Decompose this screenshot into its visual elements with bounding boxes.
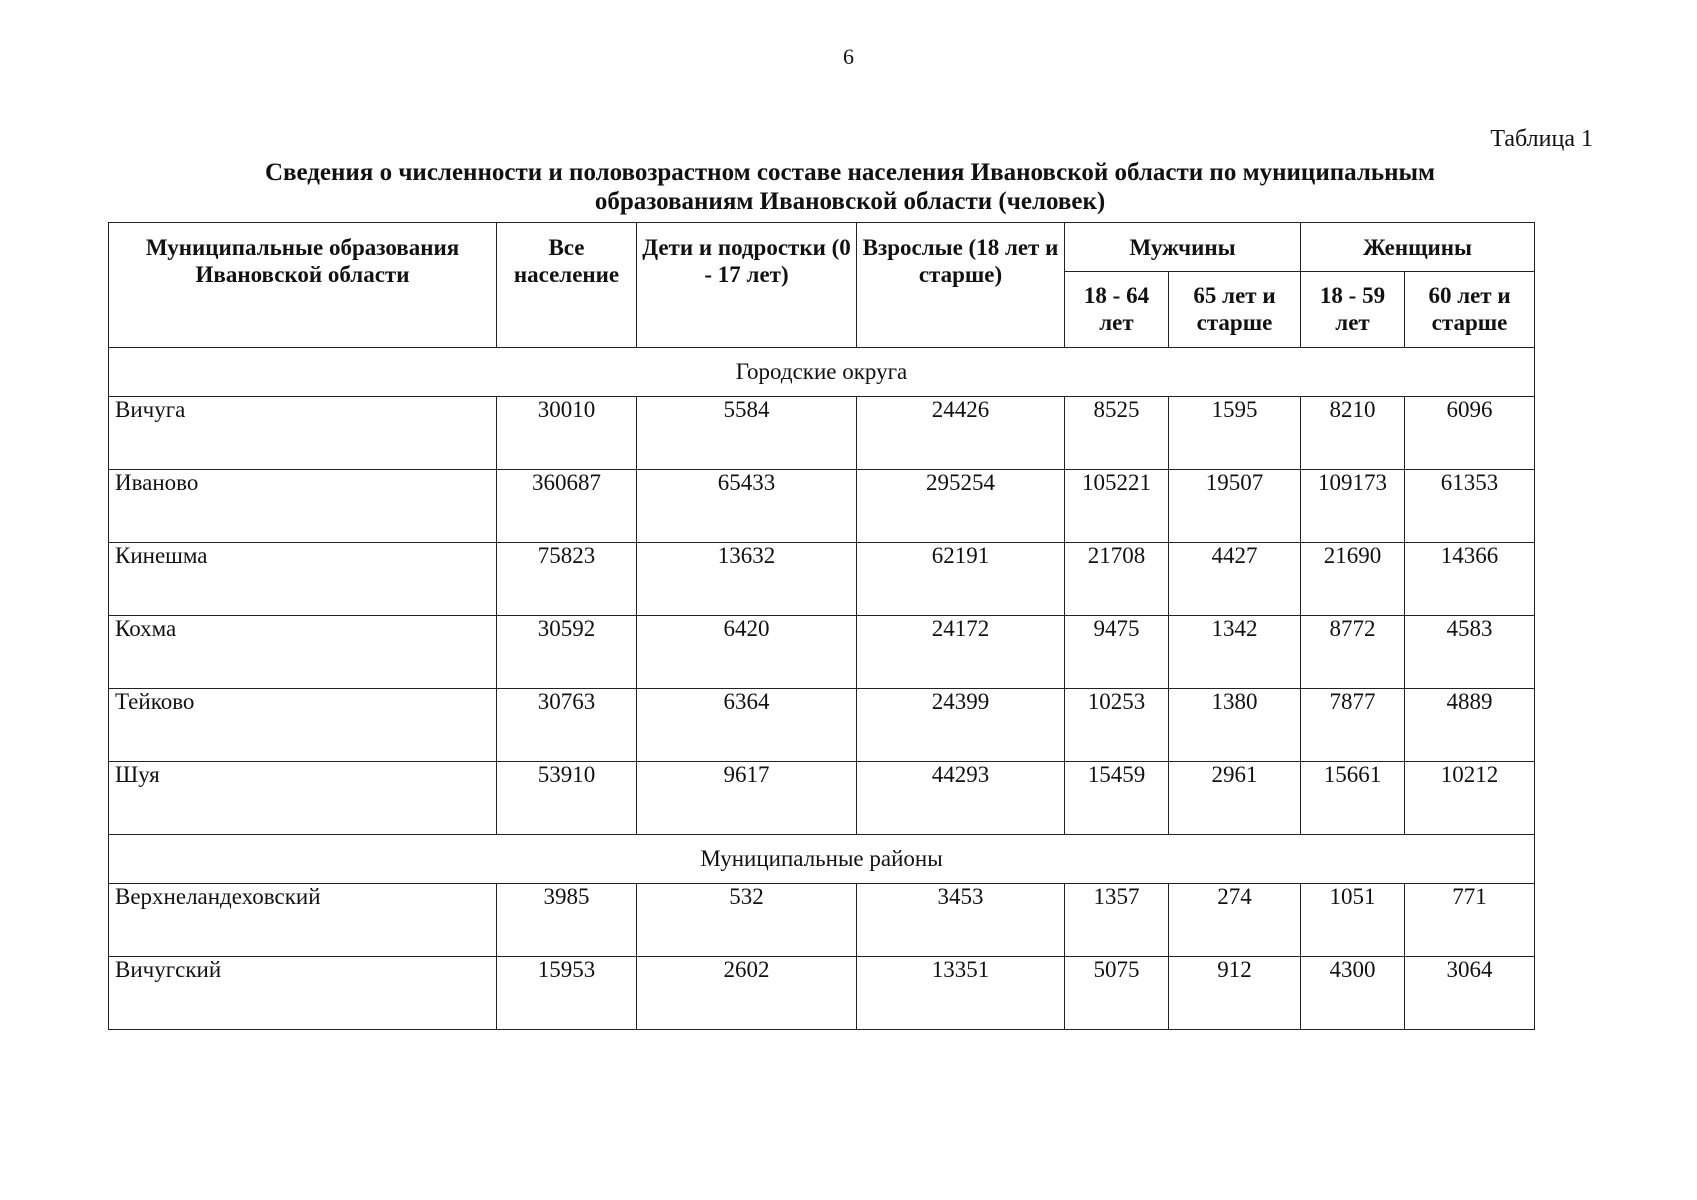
- cell-municipality: Верхнеландеховский: [109, 884, 497, 957]
- cell-total: 30010: [497, 397, 637, 470]
- table-row: [109, 884, 1535, 957]
- cell-men-18-64: 10253: [1065, 689, 1169, 762]
- section-row-municipal-districts: [109, 835, 1535, 884]
- cell-children: 6420: [637, 616, 857, 689]
- table-row: [109, 616, 1535, 689]
- cell-total: 30592: [497, 616, 637, 689]
- cell-women-18-59: 8210: [1301, 397, 1405, 470]
- cell-children: 6364: [637, 689, 857, 762]
- cell-women-60-plus: 771: [1405, 884, 1535, 957]
- section-title: Городские округа: [109, 348, 1535, 397]
- section-title: Муниципальные районы: [109, 835, 1535, 884]
- cell-women-60-plus: 14366: [1405, 543, 1535, 616]
- cell-municipality: Вичуга: [109, 397, 497, 470]
- cell-adults: 62191: [857, 543, 1065, 616]
- header-men-65-plus: 65 лет и старше: [1169, 272, 1301, 348]
- cell-children: 532: [637, 884, 857, 957]
- cell-women-60-plus: 4583: [1405, 616, 1535, 689]
- cell-men-18-64: 15459: [1065, 762, 1169, 835]
- header-women-60-plus: 60 лет и старше: [1405, 272, 1535, 348]
- cell-men-18-64: 21708: [1065, 543, 1169, 616]
- population-table: [108, 222, 1535, 1030]
- cell-women-18-59: 21690: [1301, 543, 1405, 616]
- header-adults: Взрослые (18 лет и старше): [857, 223, 1065, 348]
- header-total: Все население: [497, 223, 637, 348]
- cell-total: 30763: [497, 689, 637, 762]
- cell-men-65-plus: 1380: [1169, 689, 1301, 762]
- cell-men-18-64: 9475: [1065, 616, 1169, 689]
- cell-women-18-59: 4300: [1301, 957, 1405, 1030]
- table-label: Таблица 1: [1490, 126, 1593, 152]
- header-men: Мужчины: [1065, 223, 1301, 272]
- table-title: [100, 158, 1600, 216]
- cell-women-18-59: 109173: [1301, 470, 1405, 543]
- header-women: Женщины: [1301, 223, 1535, 272]
- cell-men-65-plus: 19507: [1169, 470, 1301, 543]
- cell-men-18-64: 1357: [1065, 884, 1169, 957]
- cell-municipality: Иваново: [109, 470, 497, 543]
- cell-men-65-plus: 1595: [1169, 397, 1301, 470]
- header-men-18-64: 18 - 64 лет: [1065, 272, 1169, 348]
- header-row-1: [109, 223, 1535, 272]
- cell-children: 65433: [637, 470, 857, 543]
- cell-men-65-plus: 274: [1169, 884, 1301, 957]
- table-row: [109, 543, 1535, 616]
- cell-municipality: Кинешма: [109, 543, 497, 616]
- cell-women-18-59: 1051: [1301, 884, 1405, 957]
- cell-women-60-plus: 6096: [1405, 397, 1535, 470]
- cell-total: 360687: [497, 470, 637, 543]
- cell-total: 53910: [497, 762, 637, 835]
- cell-total: 15953: [497, 957, 637, 1030]
- cell-total: 3985: [497, 884, 637, 957]
- cell-men-18-64: 8525: [1065, 397, 1169, 470]
- section-row-urban-districts: [109, 348, 1535, 397]
- table-header: [109, 223, 1535, 348]
- title-line-2: образованиям Ивановской области (человек): [594, 188, 1106, 215]
- cell-men-65-plus: 2961: [1169, 762, 1301, 835]
- table-row: [109, 397, 1535, 470]
- header-women-18-59: 18 - 59 лет: [1301, 272, 1405, 348]
- cell-men-65-plus: 4427: [1169, 543, 1301, 616]
- cell-children: 13632: [637, 543, 857, 616]
- cell-children: 9617: [637, 762, 857, 835]
- cell-municipality: Шуя: [109, 762, 497, 835]
- cell-adults: 24399: [857, 689, 1065, 762]
- table-row: [109, 689, 1535, 762]
- cell-men-18-64: 105221: [1065, 470, 1169, 543]
- title-line-1: Сведения о численности и половозрастном составе населения Ивановской области по муниципальным: [264, 159, 1436, 186]
- table-row: [109, 762, 1535, 835]
- cell-adults: 24172: [857, 616, 1065, 689]
- cell-adults: 44293: [857, 762, 1065, 835]
- header-municipality: Муниципальные образования Ивановской области: [109, 223, 497, 348]
- table-row: [109, 957, 1535, 1030]
- cell-adults: 13351: [857, 957, 1065, 1030]
- cell-children: 2602: [637, 957, 857, 1030]
- cell-women-60-plus: 3064: [1405, 957, 1535, 1030]
- table-row: [109, 470, 1535, 543]
- cell-children: 5584: [637, 397, 857, 470]
- cell-men-65-plus: 912: [1169, 957, 1301, 1030]
- cell-women-18-59: 8772: [1301, 616, 1405, 689]
- cell-women-60-plus: 10212: [1405, 762, 1535, 835]
- cell-women-60-plus: 61353: [1405, 470, 1535, 543]
- cell-men-65-plus: 1342: [1169, 616, 1301, 689]
- cell-municipality: Тейково: [109, 689, 497, 762]
- cell-total: 75823: [497, 543, 637, 616]
- header-children: Дети и подростки (0 - 17 лет): [637, 223, 857, 348]
- cell-women-18-59: 7877: [1301, 689, 1405, 762]
- cell-women-60-plus: 4889: [1405, 689, 1535, 762]
- page-number: 6: [843, 44, 854, 69]
- cell-women-18-59: 15661: [1301, 762, 1405, 835]
- cell-adults: 24426: [857, 397, 1065, 470]
- cell-adults: 3453: [857, 884, 1065, 957]
- cell-men-18-64: 5075: [1065, 957, 1169, 1030]
- cell-municipality: Кохма: [109, 616, 497, 689]
- cell-adults: 295254: [857, 470, 1065, 543]
- cell-municipality: Вичугский: [109, 957, 497, 1030]
- table-body: [109, 348, 1535, 1030]
